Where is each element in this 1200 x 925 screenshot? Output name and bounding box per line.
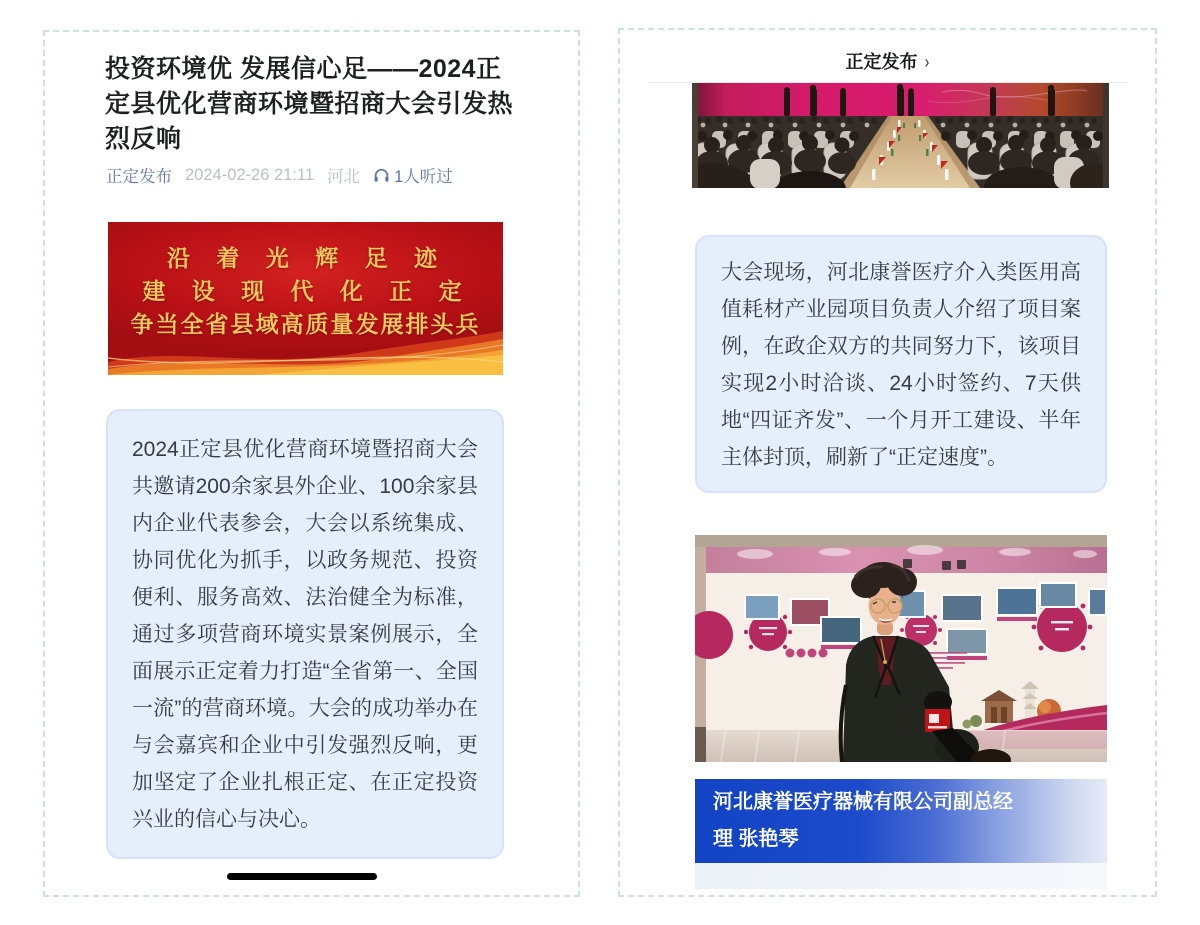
banner-line-3: 争当全省县域高质量发展排头兵	[130, 311, 481, 337]
article-body-card	[106, 409, 504, 859]
speaker-caption-text: 河北康誉医疗器械有限公司副总经理 张艳琴	[713, 791, 1013, 850]
interview-photo[interactable]	[695, 535, 1107, 762]
listen-count: 1人听过	[394, 168, 453, 186]
account-body-text: 大会现场，河北康誉医疗介入类医用高值耗材产业园项目负责人介绍了项目案例，在政企双方的共同努力下，该项目实现2小时洽谈、24小时签约、7天供地“四证齐发”、一个月开工建设、半年主体封顶，刷新了“正定速度”。	[721, 261, 1081, 469]
speaker-caption-bar	[695, 779, 1107, 863]
publish-region: 河北	[327, 168, 361, 186]
slogan-banner-image[interactable]	[108, 222, 503, 375]
chevron-right-icon[interactable]: ›	[924, 52, 929, 72]
article-meta	[106, 163, 453, 187]
account-card	[618, 28, 1157, 897]
banner-line-2: 建 设 现 代 化 正 定	[142, 278, 469, 304]
listen-control[interactable]	[373, 163, 453, 187]
account-name[interactable]: 正定发布	[845, 52, 918, 72]
article-body-text: 2024正定县优化营商环境暨招商大会共邀请200余家县外企业、100余家县内企业代表参会，大会以系统集成、协同优化为抓手，以政务规范、投资便利、服务高效、法治健全为标准，通过多项营商环境实景案例展示，全面展示正定着力打造“全省第一、全国一流”的营商环境。大会的成功举办在与会嘉宾和企业中引发强烈反响，更加坚定了企业扎根正定、在正定投资兴业的信心与决心。	[132, 438, 478, 831]
banner-line-1: 沿 着 光 辉 足 迹	[167, 245, 444, 271]
article-card	[43, 30, 580, 897]
article-title: 投资环境优 发展信心足——2024正定县优化营商环境暨招商大会引发热烈反响	[105, 55, 514, 153]
headphone-icon	[373, 167, 390, 184]
banner-wave-decoration	[108, 329, 503, 375]
caption-strip	[695, 863, 1107, 889]
account-header	[620, 48, 1155, 74]
account-body-card	[695, 235, 1107, 493]
source-link[interactable]: 正定发布	[106, 168, 172, 186]
home-indicator[interactable]	[227, 873, 377, 880]
conference-photo[interactable]	[692, 83, 1109, 188]
publish-datetime: 2024-02-26 21:11	[185, 165, 315, 184]
